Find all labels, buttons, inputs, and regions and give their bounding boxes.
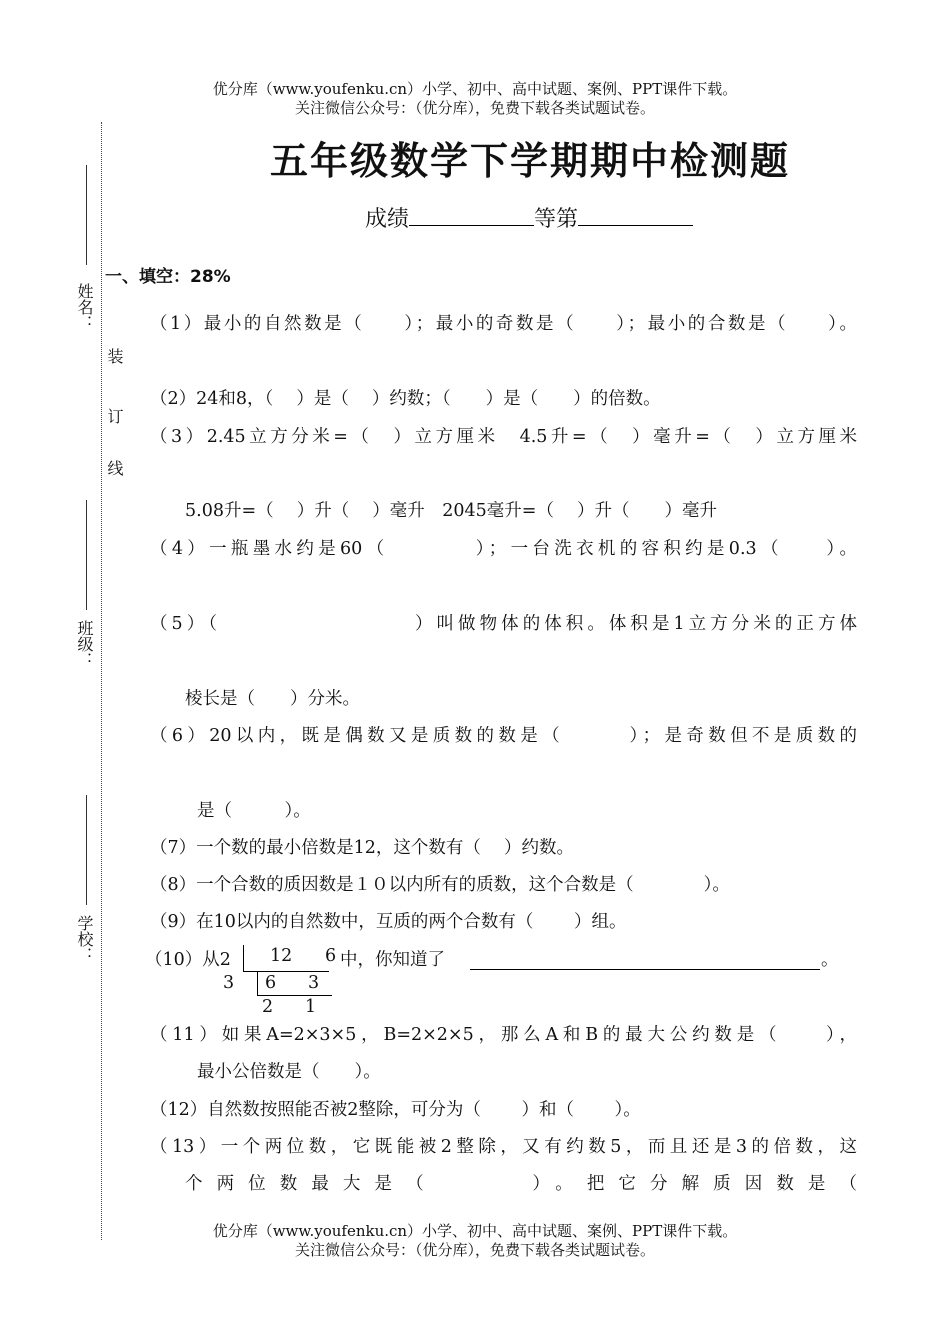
- section-heading: 一、填空：28%: [105, 267, 231, 287]
- header-line-1: 优分库（www.youfenku.cn）小学、初中、高中试题、案例、PPT课件下载。: [212, 80, 738, 98]
- question-4: （4）一瓶墨水约是60（ ）；一台洗衣机的容积约是0.3（ ）。: [150, 539, 857, 559]
- question-1: （1）最小的自然数是（ ）；最小的奇数是（ ）；最小的合数是（ ）。: [150, 314, 857, 334]
- q10-answer-line: [470, 969, 820, 970]
- question-8: （8）一个合数的质因数是１０以内所有的质数，这个合数是（ ）。: [150, 875, 730, 895]
- q10-suffix: 中，你知道了: [340, 950, 445, 970]
- grade-blank: [578, 203, 693, 226]
- page-title: 五年级数学下学期期中检测题: [269, 138, 790, 183]
- question-3-line1: （3）2.45立方分米=（ ）立方厘米 4.5升=（ ）毫升=（ ）立方厘米: [150, 427, 857, 447]
- question-13-line1: （13）一个两位数，它既能被2整除，又有约数5，而且还是3的倍数，这: [150, 1137, 857, 1157]
- question-11-line2: 最小公倍数是（ ）。: [197, 1062, 381, 1082]
- result-1: 1: [305, 997, 317, 1017]
- binding-dotted-line: [101, 122, 102, 1240]
- division-rule-1: [243, 971, 329, 972]
- dividend-12: 12: [270, 946, 293, 966]
- class-write-line: [86, 500, 87, 610]
- division-bar-2: [257, 971, 258, 996]
- school-write-line: [86, 795, 87, 905]
- question-2: （2）24和8，（ ）是（ ）约数；（ ）是（ ）的倍数。: [150, 389, 661, 409]
- question-7: （7）一个数的最小倍数是12，这个数有（ ）约数。: [150, 838, 574, 858]
- question-11-line1: （11）如果A=2×3×5，B=2×2×5，那么A和B的最大公约数是（ ），: [150, 1025, 857, 1045]
- footer-line-1: 优分库（www.youfenku.cn）小学、初中、高中试题、案例、PPT课件下载。: [212, 1222, 738, 1240]
- q10-prefix: （10）从2: [145, 950, 231, 970]
- q10-end: 。: [821, 950, 839, 970]
- division-bar-1: [243, 945, 244, 972]
- footer-line-2: 关注微信公众号：（优分库），免费下载各类试题试卷。: [294, 1241, 655, 1259]
- question-5-line2: 棱长是（ ）分米。: [185, 689, 360, 709]
- class-label: 班级：: [75, 620, 94, 668]
- dividend-6: 6: [325, 946, 337, 966]
- header-line-2: 关注微信公众号：（优分库），免费下载各类试题试卷。: [294, 99, 655, 117]
- quotient-3: 3: [308, 973, 320, 993]
- question-6-line2: 是（ ）。: [197, 801, 311, 821]
- question-6-line1: （6）20以内，既是偶数又是质数的数是（ ）；是奇数但不是质数的: [150, 726, 857, 746]
- binding-mark-zhuang: 装: [105, 348, 124, 364]
- name-write-line: [86, 165, 87, 265]
- binding-mark-xian: 线: [105, 460, 124, 476]
- score-row: [365, 202, 693, 233]
- result-2: 2: [262, 997, 274, 1017]
- division-rule-2: [257, 995, 332, 996]
- question-3-line2: 5.08升=（ ）升（ ）毫升 2045毫升=（ ）升（ ）毫升: [185, 501, 718, 521]
- name-label: 姓名：: [75, 283, 94, 331]
- divisor-3: 3: [223, 973, 235, 993]
- question-9: （9）在10以内的自然数中，互质的两个合数有（ ）组。: [150, 912, 627, 932]
- score-label: 成绩: [365, 207, 410, 232]
- binding-mark-ding: 订: [105, 408, 124, 424]
- question-12: （12）自然数按照能否被2整除，可分为（ ）和（ ）。: [150, 1100, 641, 1120]
- question-10: [145, 943, 865, 1023]
- question-5-line1: （5）（ ）叫做物体的体积。体积是1立方分米的正方体: [150, 614, 857, 634]
- grade-label: 等第: [534, 207, 579, 232]
- quotient-6: 6: [265, 973, 277, 993]
- score-blank: [409, 203, 534, 226]
- question-13-line2: 个两位数最大是（ ）。把它分解质因数是（: [185, 1174, 857, 1194]
- school-label: 学校：: [75, 915, 94, 963]
